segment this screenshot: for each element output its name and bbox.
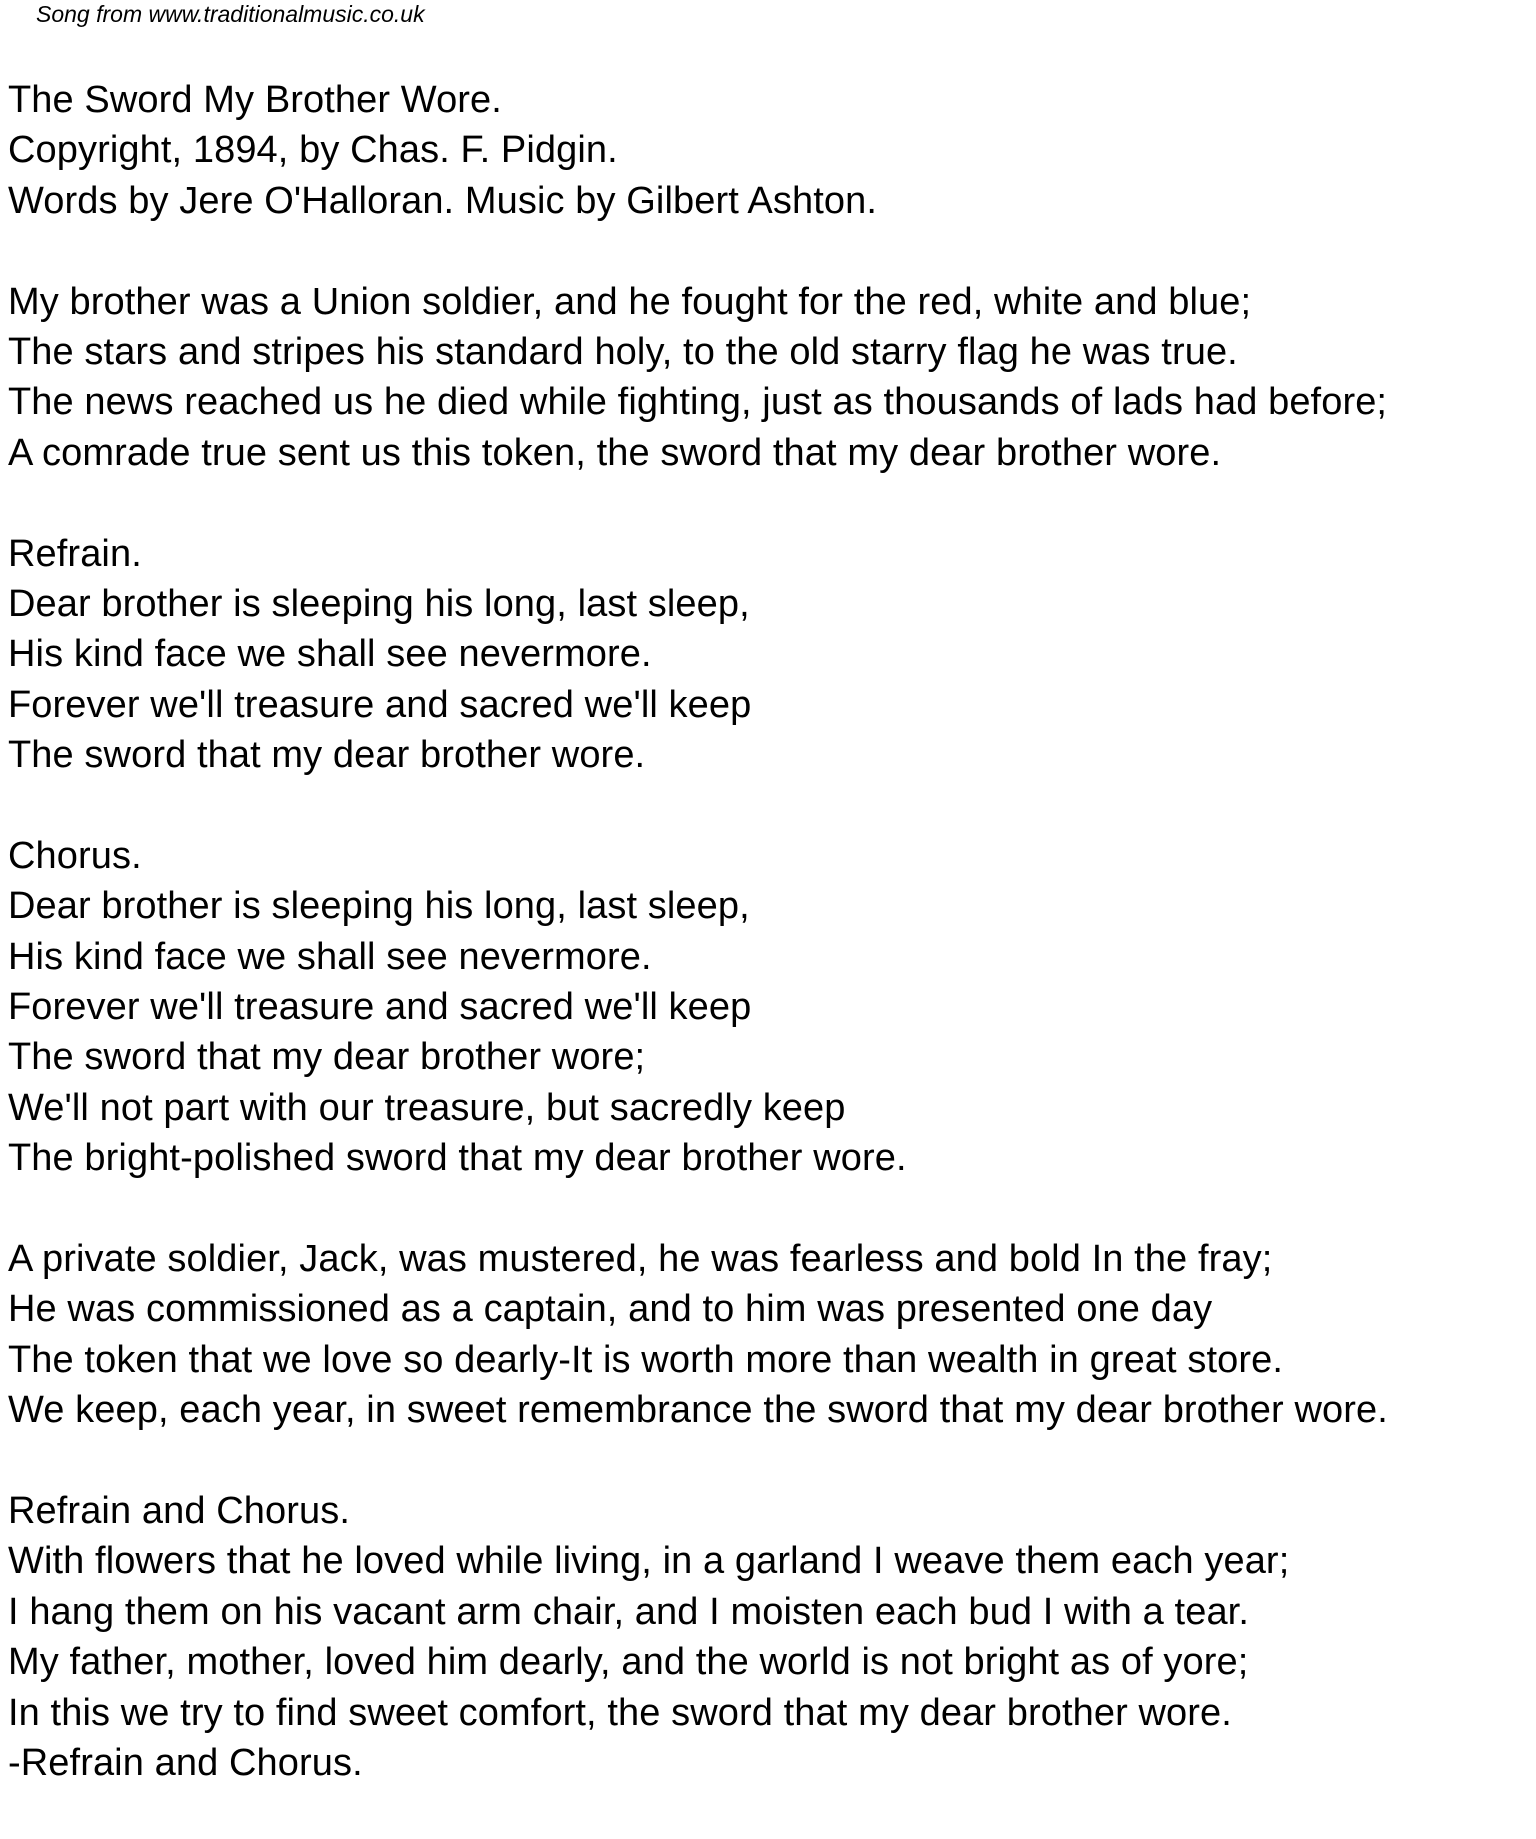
lyric-line: In this we try to find sweet comfort, the sword that my dear brother wore. <box>8 1691 1232 1734</box>
lyric-line: My brother was a Union soldier, and he fought for the red, white and blue; <box>8 280 1252 323</box>
lyric-line: The sword that my dear brother wore; <box>8 1036 646 1079</box>
verse-3 <box>8 1486 1536 1788</box>
section-heading: Refrain and Chorus. <box>8 1489 350 1532</box>
lyric-line: We keep, each year, in sweet remembrance the sword that my dear brother wore. <box>8 1389 1388 1432</box>
chorus <box>8 831 1536 1184</box>
section-heading: Chorus. <box>8 834 142 877</box>
lyric-line: The token that we love so dearly-It is worth more than wealth in great store. <box>8 1338 1283 1381</box>
copyright-line: Copyright, 1894, by Chas. F. Pidgin. <box>8 129 618 172</box>
lyric-line: The stars and stripes his standard holy, to the old starry flag he was true. <box>8 330 1238 373</box>
lyric-line: Dear brother is sleeping his long, last sleep, <box>8 582 750 625</box>
lyric-line: He was commissioned as a captain, and to him was presented one day <box>8 1288 1213 1331</box>
credits-line: Words by Jere O'Halloran. Music by Gilbert Ashton. <box>8 179 877 222</box>
song-lyrics <box>8 75 1536 1839</box>
lyric-line: Forever we'll treasure and sacred we'll keep <box>8 986 752 1029</box>
lyric-line: A private soldier, Jack, was mustered, he was fearless and bold In the fray; <box>8 1237 1273 1280</box>
lyric-line: Dear brother is sleeping his long, last sleep, <box>8 885 750 928</box>
refrain <box>8 529 1536 781</box>
section-heading: Refrain. <box>8 532 142 575</box>
section-heading: -Refrain and Chorus. <box>8 1741 363 1784</box>
lyric-line: A comrade true sent us this token, the sword that my dear brother wore. <box>8 431 1222 474</box>
song-header <box>8 75 1536 226</box>
source-attribution: Song from www.traditionalmusic.co.uk <box>36 1 425 27</box>
lyric-line: My father, mother, loved him dearly, and the world is not bright as of yore; <box>8 1641 1249 1684</box>
lyric-line: Forever we'll treasure and sacred we'll keep <box>8 683 752 726</box>
lyric-line: The bright-polished sword that my dear brother wore. <box>8 1137 907 1180</box>
lyric-line: The sword that my dear brother wore. <box>8 734 646 777</box>
lyric-line: His kind face we shall see nevermore. <box>8 935 652 978</box>
song-title: The Sword My Brother Wore. <box>8 79 502 121</box>
lyric-line: I hang them on his vacant arm chair, and I moisten each bud I with a tear. <box>8 1590 1249 1633</box>
lyric-line: With flowers that he loved while living, in a garland I weave them each year; <box>8 1540 1290 1583</box>
lyric-line: His kind face we shall see nevermore. <box>8 633 652 676</box>
verse-2 <box>8 1234 1536 1436</box>
verse-1 <box>8 277 1536 479</box>
lyric-line: The news reached us he died while fighting, just as thousands of lads had before; <box>8 381 1388 424</box>
lyric-line: We'll not part with our treasure, but sacredly keep <box>8 1086 846 1129</box>
